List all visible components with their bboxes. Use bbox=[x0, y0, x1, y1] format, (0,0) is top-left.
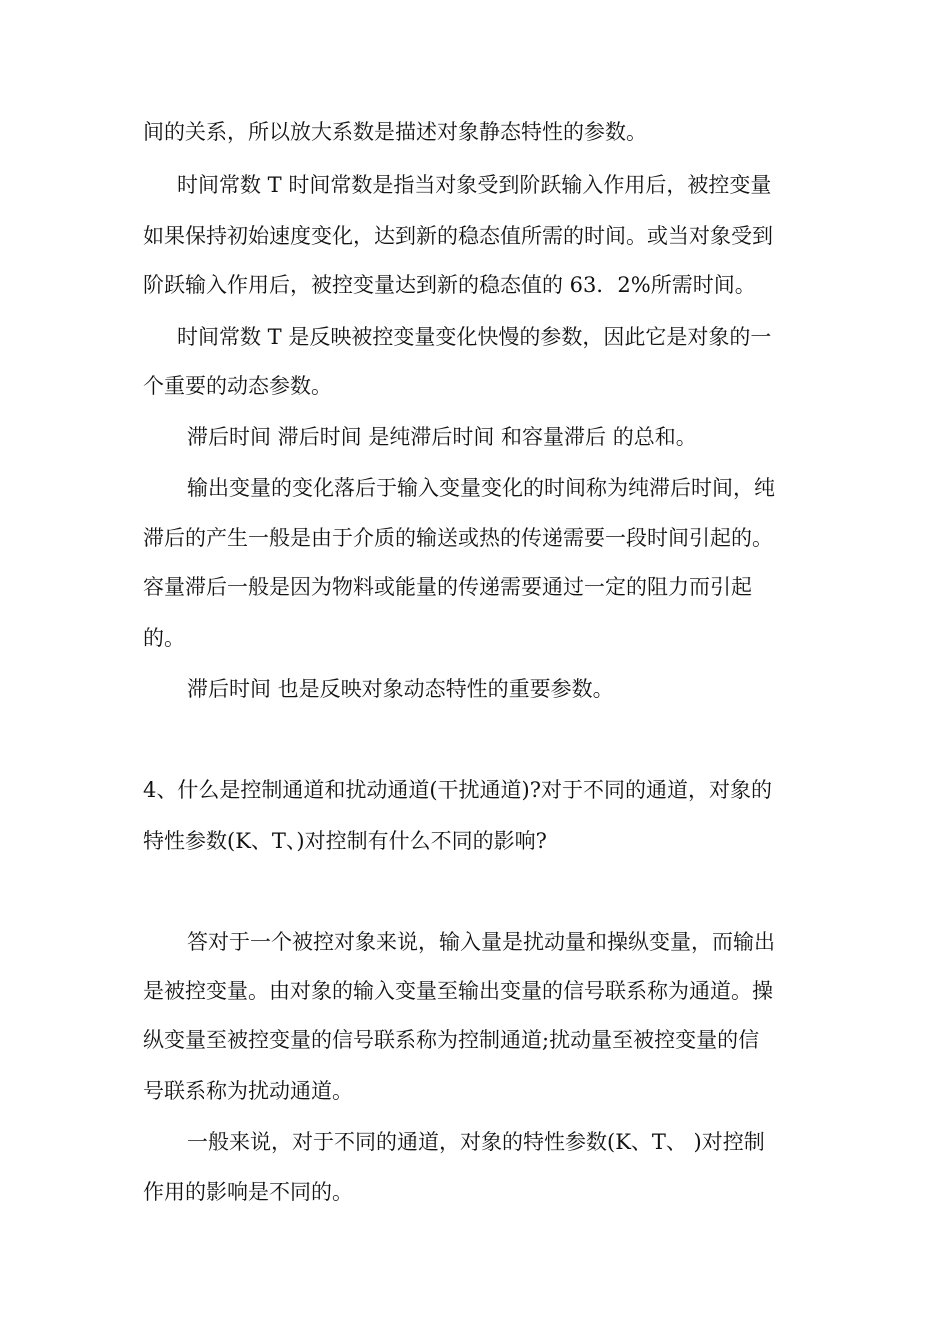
answer-line-3: 纵变量至被控变量的信号联系称为控制通道;扰动量至被控变量的信 bbox=[143, 1028, 760, 1052]
answer-line-4: 号联系称为扰动通道。 bbox=[143, 1079, 353, 1103]
question-heading-line-2: 特性参数(K、T、)对控制有什么不同的影响? bbox=[143, 829, 547, 853]
text-line-11: 的。 bbox=[143, 626, 185, 650]
text-line-8: 输出变量的变化落后于输入变量变化的时间称为纯滞后时间，纯 bbox=[187, 476, 775, 500]
text-line-5: 时间常数 T 是反映被控变量变化快慢的参数，因此它是对象的一 bbox=[177, 325, 772, 349]
answer-line-2: 是被控变量。由对象的输入变量至输出变量的信号联系称为通道。操 bbox=[143, 979, 773, 1003]
text-line-12: 滞后时间 也是反映对象动态特性的重要参数。 bbox=[187, 677, 614, 701]
text-line-2: 时间常数 T 时间常数是指当对象受到阶跃输入作用后，被控变量 bbox=[177, 173, 772, 197]
text-line-10: 容量滞后一般是因为物料或能量的传递需要通过一定的阻力而引起 bbox=[143, 575, 752, 599]
answer-line-6: 作用的影响是不同的。 bbox=[143, 1180, 353, 1204]
text-line-7: 滞后时间 滞后时间 是纯滞后时间 和容量滞后 的总和。 bbox=[187, 425, 697, 449]
text-line-6: 个重要的动态参数。 bbox=[143, 374, 332, 398]
answer-line-5: 一般来说，对于不同的通道，对象的特性参数(K、T、 )对控制 bbox=[187, 1130, 765, 1154]
question-heading-line-1: 4、什么是控制通道和扰动通道(干扰通道)?对于不同的通道，对象的 bbox=[143, 778, 773, 802]
answer-line-1: 答对于一个被控对象来说，输入量是扰动量和操纵变量，而输出 bbox=[187, 930, 775, 954]
text-line-3: 如果保持初始速度变化，达到新的稳态值所需的时间。或当对象受到 bbox=[143, 224, 773, 248]
text-line-4: 阶跃输入作用后，被控变量达到新的稳态值的 63．2%所需时间。 bbox=[143, 273, 756, 297]
text-line-9: 滞后的产生一般是由于介质的输送或热的传递需要一段时间引起的。 bbox=[143, 526, 773, 550]
text-line-1: 间的关系，所以放大系数是描述对象静态特性的参数。 bbox=[143, 120, 647, 144]
